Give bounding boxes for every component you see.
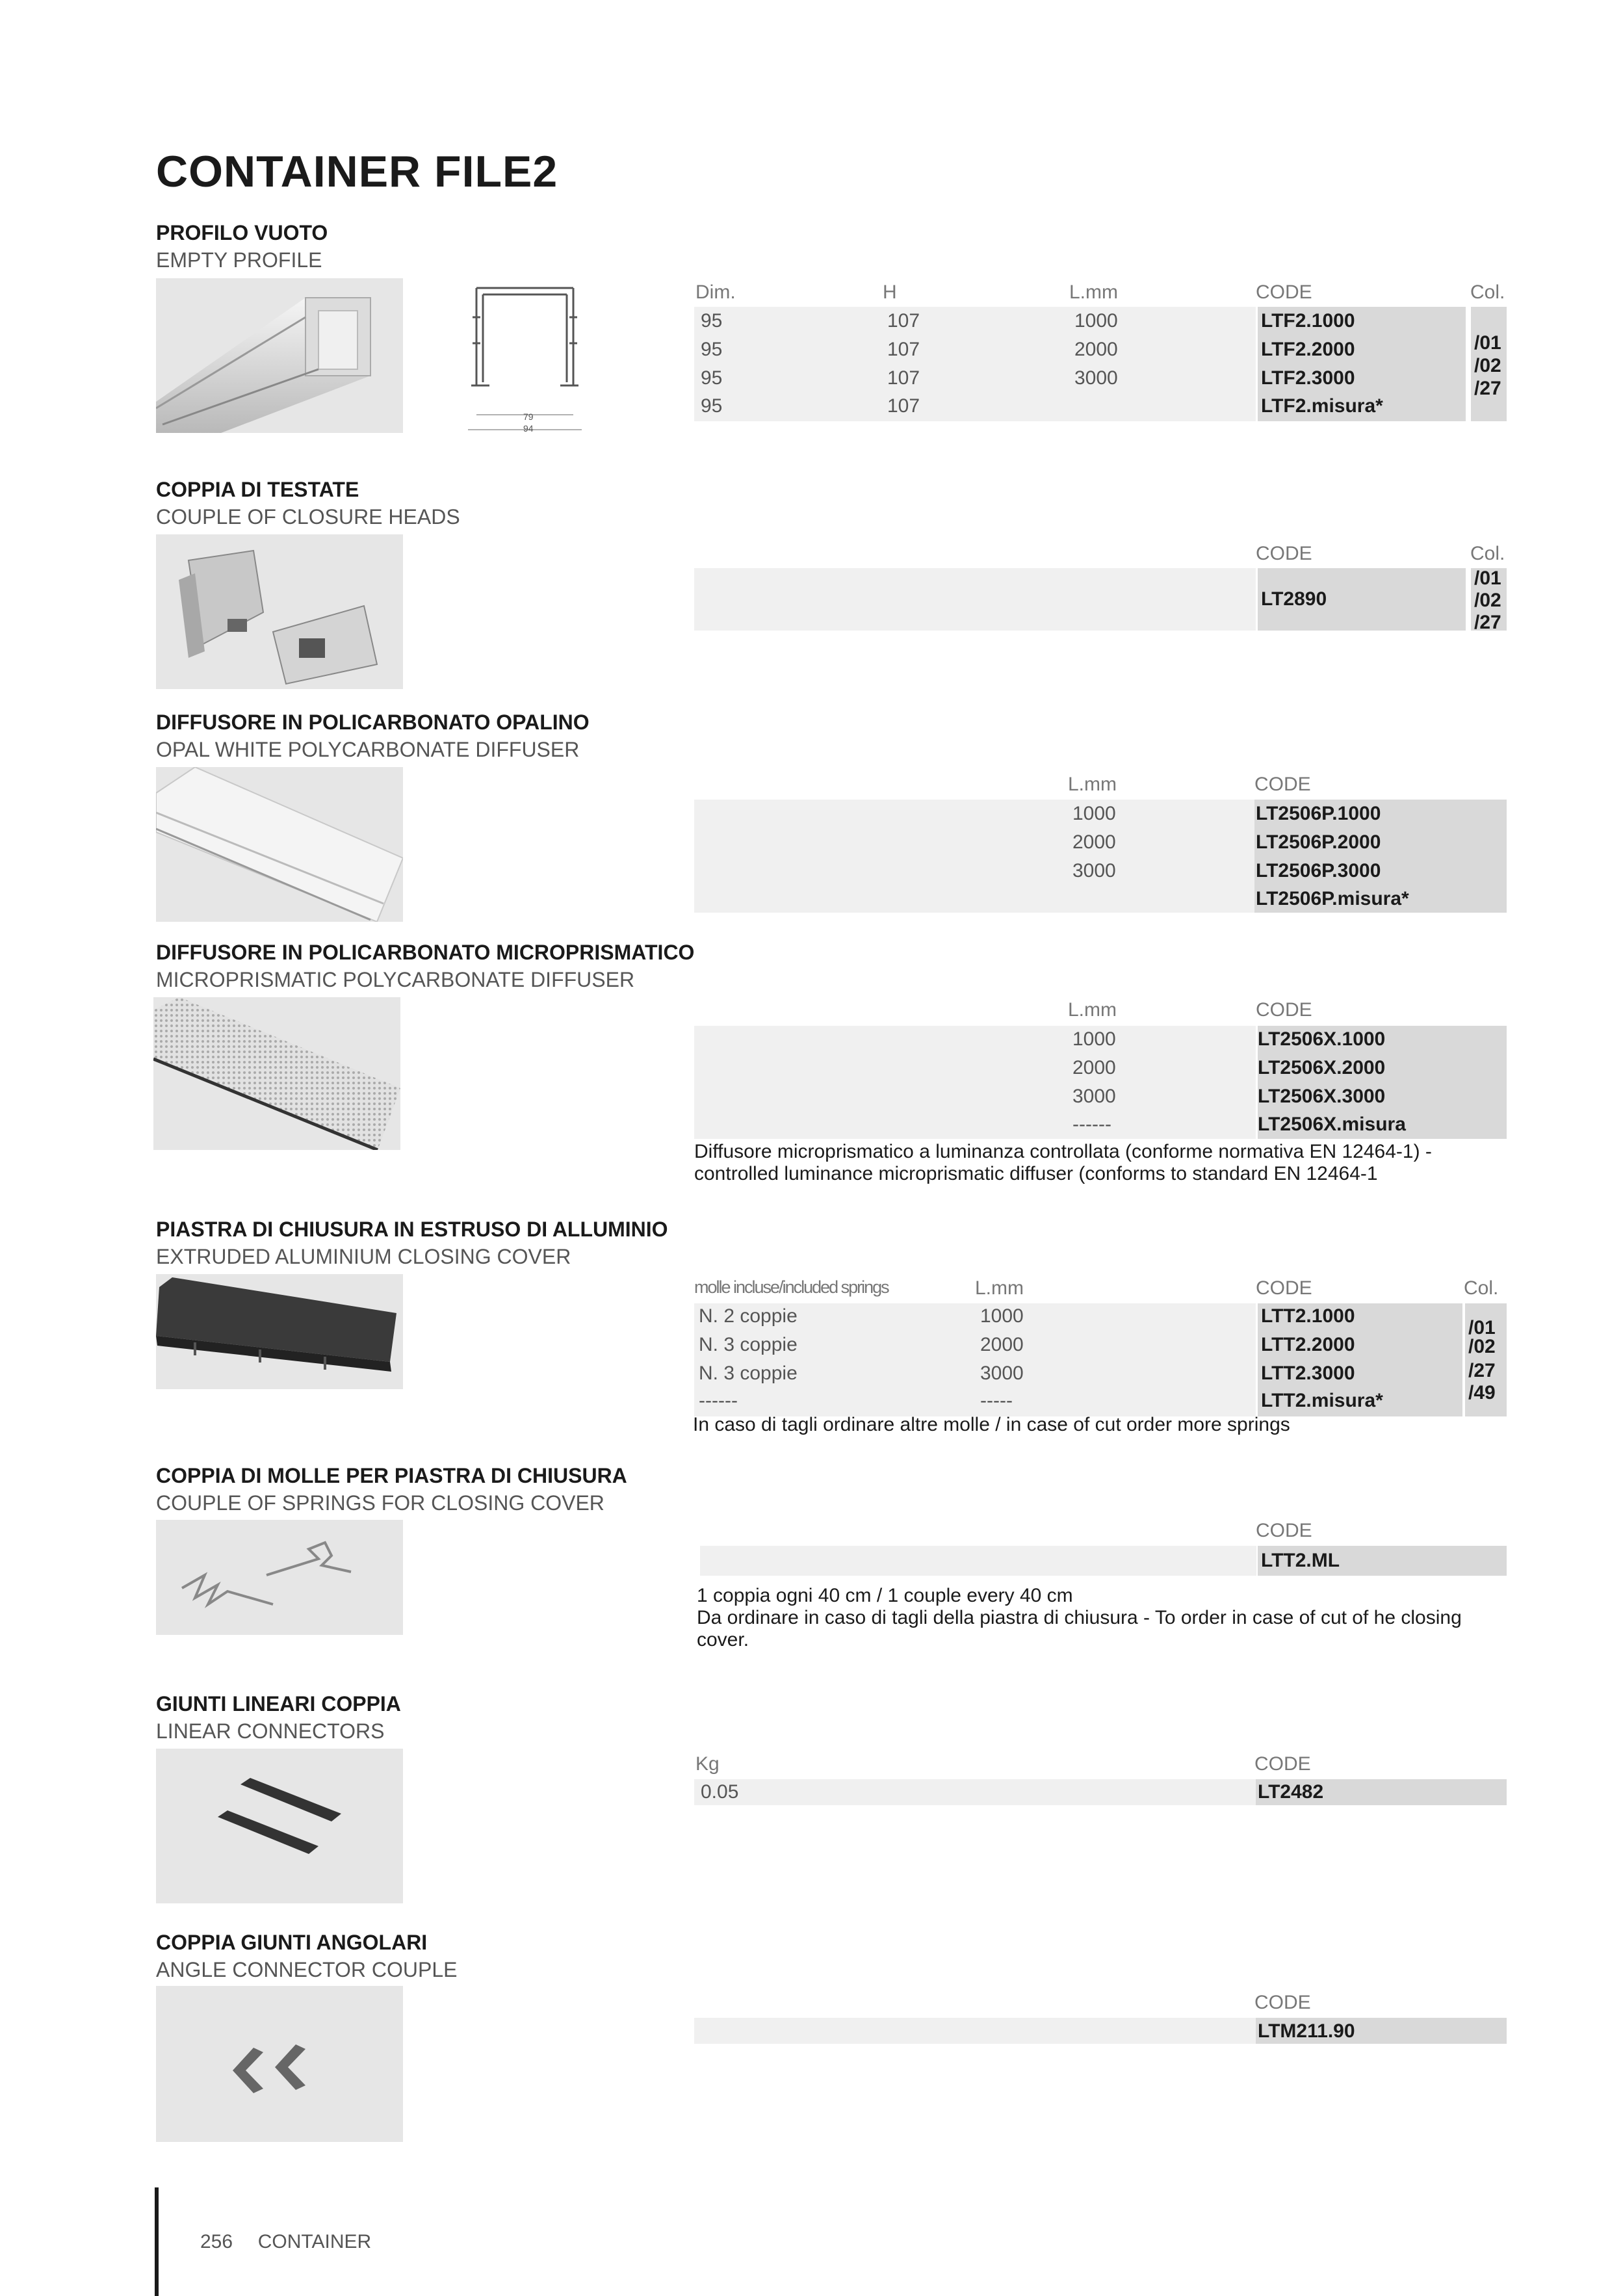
section-title-en: EMPTY PROFILE [156, 248, 322, 272]
cell-code: LTF2.misura* [1261, 395, 1383, 417]
cell-dim: 95 [701, 310, 723, 332]
note-line: Da ordinare in caso di tagli della piastra di chiusura - To order in case of cut of he closing [697, 1607, 1462, 1628]
cell-code: LT2506X.misura [1258, 1114, 1406, 1135]
section-title-en: COUPLE OF CLOSURE HEADS [156, 505, 460, 528]
table-band [694, 307, 1256, 421]
note-line: cover. [697, 1629, 749, 1650]
cell-code: LT2506X.2000 [1258, 1057, 1386, 1078]
footer-section: CONTAINER [257, 2231, 372, 2252]
drawing-label: 94 [523, 423, 534, 434]
color-code: /01 [1474, 332, 1501, 354]
cell-code: LTT2.misura* [1261, 1390, 1383, 1411]
header-col: Col. [1470, 543, 1505, 564]
closing-cover-photo [156, 1274, 403, 1389]
cell-kg: 0.05 [701, 1781, 739, 1803]
cell-lmm: 3000 [1074, 367, 1118, 389]
cell-lmm: 1000 [1074, 310, 1118, 332]
note-line: Diffusore microprismatico a luminanza controllata (conforme normativa EN 12464-1) - [694, 1141, 1432, 1162]
cell-code: LT2506X.1000 [1258, 1028, 1386, 1050]
cell-springs: N. 2 coppie [699, 1305, 798, 1327]
section-title-en: MICROPRISMATIC POLYCARBONATE DIFFUSER [156, 968, 635, 991]
color-code: /27 [1474, 612, 1501, 633]
cell-lmm: 2000 [1072, 831, 1116, 853]
section-title-it: PIASTRA DI CHIUSURA IN ESTRUSO DI ALLUMINIO [156, 1218, 668, 1241]
cell-code: LT2506P.misura* [1256, 888, 1409, 909]
footer [200, 2231, 371, 2253]
profile-section-drawing [458, 278, 591, 434]
cell-dim: 95 [701, 339, 723, 360]
cell-code: LT2506P.3000 [1256, 860, 1381, 881]
header-col: Col. [1464, 1277, 1499, 1299]
header-code: CODE [1256, 1520, 1312, 1541]
cell-code: LT2482 [1258, 1781, 1324, 1803]
cell-lmm: 1000 [1072, 1028, 1116, 1050]
section-title-en: EXTRUDED ALUMINIUM CLOSING COVER [156, 1245, 571, 1268]
header-code: CODE [1254, 1992, 1311, 2013]
cell-code: LT2506P.2000 [1256, 831, 1381, 853]
section-title-en: COUPLE OF SPRINGS FOR CLOSING COVER [156, 1491, 604, 1515]
table-band [694, 1779, 1256, 1805]
cell-lmm: 1000 [980, 1305, 1024, 1327]
header-code: CODE [1256, 999, 1312, 1021]
header-lmm: L.mm [1069, 281, 1118, 303]
header-lmm: L.mm [1068, 774, 1117, 795]
header-dim: Dim. [695, 281, 736, 303]
color-code: /27 [1468, 1360, 1496, 1381]
cell-lmm: 3000 [1072, 860, 1116, 881]
header-lmm: L.mm [975, 1277, 1024, 1299]
cell-lmm: 2000 [1072, 1057, 1116, 1078]
header-code: CODE [1254, 1753, 1311, 1775]
empty-profile-photo [156, 278, 403, 433]
header-springs: molle incluse/included springs [694, 1277, 889, 1297]
header-col: Col. [1470, 281, 1505, 303]
table-band [694, 2018, 1256, 2044]
cell-code: LTT2.ML [1261, 1550, 1340, 1571]
section-title-it: GIUNTI LINEARI COPPIA [156, 1692, 401, 1715]
cell-h: 107 [887, 367, 920, 389]
cell-h: 107 [887, 339, 920, 360]
section-title-en: ANGLE CONNECTOR COUPLE [156, 1958, 458, 1981]
note-line: 1 coppia ogni 40 cm / 1 couple every 40 cm [697, 1585, 1073, 1606]
page-title: CONTAINER FILE2 [156, 147, 558, 196]
page-number: 256 [200, 2231, 233, 2252]
table-band [694, 1026, 1256, 1139]
header-code: CODE [1256, 543, 1312, 564]
section-title-it: COPPIA DI TESTATE [156, 478, 359, 501]
section-title-en: LINEAR CONNECTORS [156, 1719, 385, 1743]
color-code: /49 [1468, 1382, 1496, 1403]
cell-springs: ------ [699, 1390, 738, 1411]
closure-heads-photo [156, 534, 403, 689]
header-code: CODE [1256, 281, 1312, 303]
color-code: /01 [1468, 1317, 1496, 1338]
cell-lmm: 2000 [980, 1334, 1024, 1355]
cell-code: LTF2.1000 [1261, 310, 1355, 332]
opal-diffuser-photo [156, 767, 403, 922]
cell-h: 107 [887, 310, 920, 332]
color-code: /02 [1468, 1336, 1496, 1357]
color-code: /02 [1474, 355, 1501, 376]
header-kg: Kg [695, 1753, 720, 1775]
cell-code: LT2890 [1261, 588, 1327, 610]
color-code: /27 [1474, 378, 1501, 399]
cell-code: LTF2.2000 [1261, 339, 1355, 360]
cell-lmm: ----- [980, 1390, 1013, 1411]
cell-code: LT2506P.1000 [1256, 803, 1381, 824]
section-title-en: OPAL WHITE POLYCARBONATE DIFFUSER [156, 738, 580, 761]
color-code: /02 [1474, 590, 1501, 611]
section-title-it: PROFILO VUOTO [156, 221, 328, 244]
cell-dim: 95 [701, 367, 723, 389]
header-code: CODE [1256, 1277, 1312, 1299]
cell-springs: N. 3 coppie [699, 1363, 798, 1384]
cell-lmm: 3000 [980, 1363, 1024, 1384]
springs-photo [156, 1520, 403, 1635]
angle-connectors-photo [156, 1986, 403, 2142]
section-title-it: DIFFUSORE IN POLICARBONATO OPALINO [156, 711, 590, 734]
drawing-label: 79 [523, 411, 534, 422]
cell-h: 107 [887, 395, 920, 417]
header-lmm: L.mm [1068, 999, 1117, 1021]
cell-lmm: 2000 [1074, 339, 1118, 360]
cell-springs: N. 3 coppie [699, 1334, 798, 1355]
footer-bar [155, 2187, 159, 2296]
header-h: H [883, 281, 897, 303]
linear-connectors-photo [156, 1749, 403, 1903]
cell-code: LTF2.3000 [1261, 367, 1355, 389]
cell-code: LTM211.90 [1258, 2020, 1355, 2042]
cell-lmm: ------ [1072, 1114, 1111, 1135]
color-code: /01 [1474, 567, 1501, 589]
note-line: controlled luminance microprismatic diffuser (conforms to standard EN 12464-1 [694, 1163, 1378, 1184]
cell-code: LTT2.1000 [1261, 1305, 1355, 1327]
table-band [694, 568, 1256, 631]
cell-code: LTT2.3000 [1261, 1363, 1355, 1384]
section-title-it: DIFFUSORE IN POLICARBONATO MICROPRISMATICO [156, 941, 695, 964]
header-code: CODE [1254, 774, 1311, 795]
cell-lmm: 1000 [1072, 803, 1116, 824]
section-title-it: COPPIA DI MOLLE PER PIASTRA DI CHIUSURA [156, 1464, 627, 1487]
microprismatic-diffuser-photo [153, 997, 400, 1150]
section-title-it: COPPIA GIUNTI ANGOLARI [156, 1931, 428, 1954]
table-band [700, 1546, 1256, 1576]
cell-dim: 95 [701, 395, 723, 417]
cell-lmm: 3000 [1072, 1086, 1116, 1107]
note-line: In caso di tagli ordinare altre molle / in case of cut order more springs [693, 1414, 1290, 1435]
cell-code: LTT2.2000 [1261, 1334, 1355, 1355]
cell-code: LT2506X.3000 [1258, 1086, 1386, 1107]
table-band [694, 800, 1256, 913]
